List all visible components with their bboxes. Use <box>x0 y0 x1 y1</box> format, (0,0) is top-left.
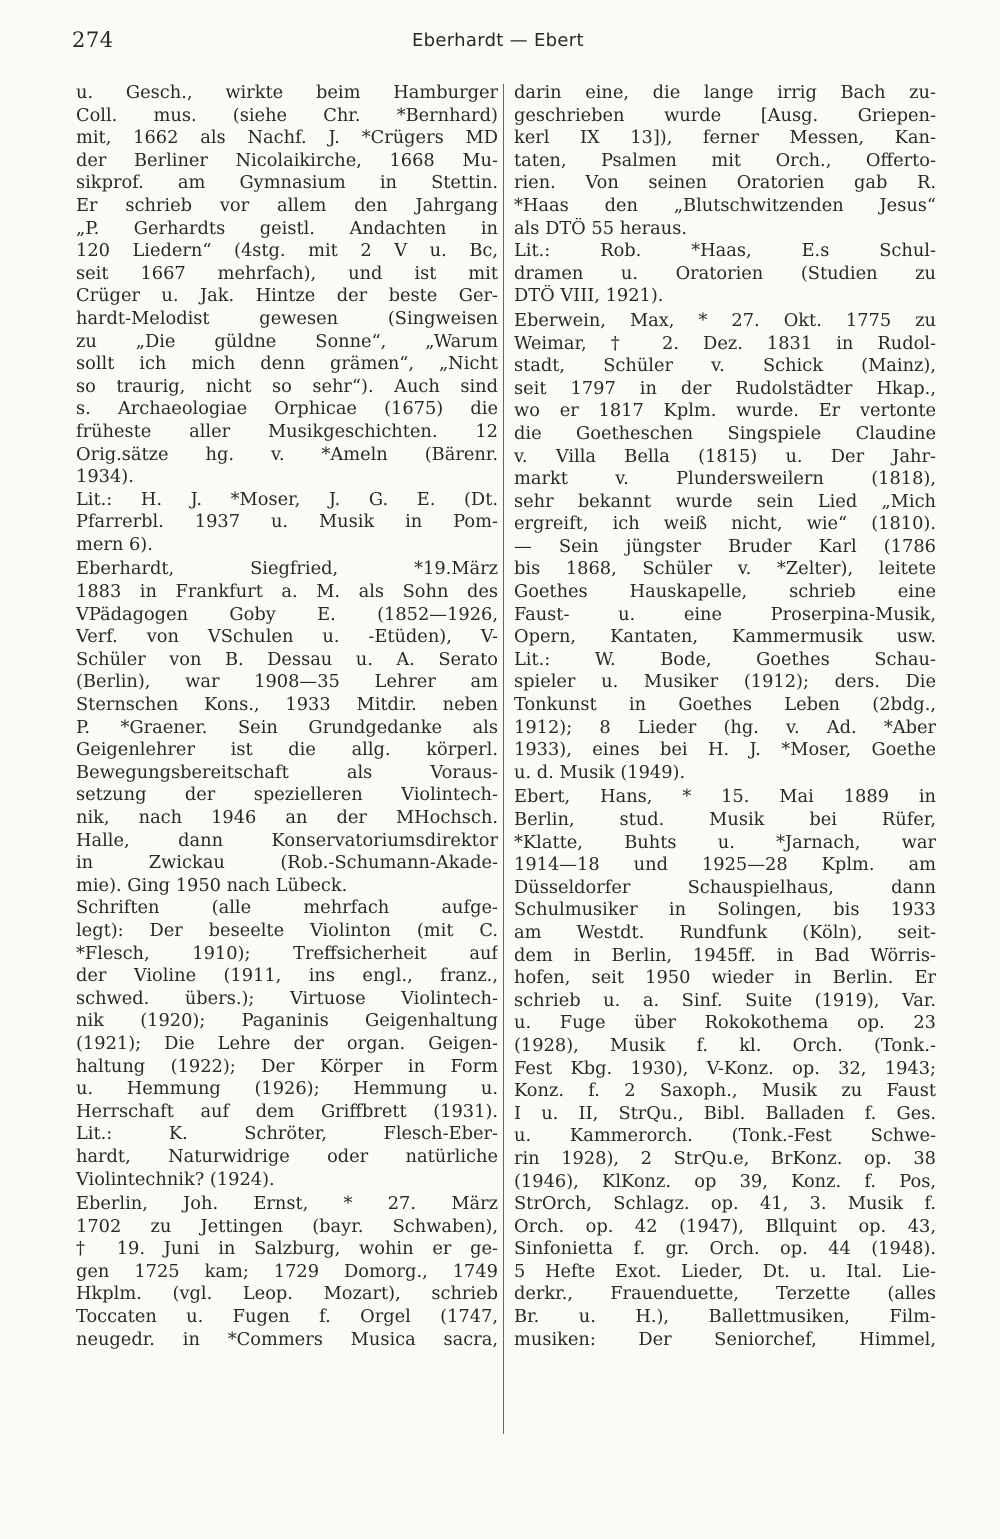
text-line: Verf. von VSchulen u. -Etüden), V- <box>76 626 498 648</box>
text-line: u. Kammerorch. (Tonk.-Fest Schwe- <box>514 1125 936 1147</box>
text-line: schrieb u. a. Sinf. Suite (1919), Var. <box>514 989 936 1011</box>
text-line: als DTÖ 55 heraus. <box>514 217 687 239</box>
text-line: Lit.: H. J. *Moser, J. G. E. (Dt. <box>76 488 498 510</box>
text-line: Fest Kbg. 1930), V-Konz. op. 32, 1943; <box>514 1057 936 1079</box>
text-line: bis 1868, Schüler v. *Zelter), leitete <box>514 558 936 580</box>
text-line: in Zwickau (Rob.-Schumann-Akade- <box>76 852 498 874</box>
text-line: Orch. op. 42 (1947), Bllquint op. 43, <box>514 1215 936 1237</box>
text-line: Faust- u. eine Proserpina-Musik, <box>514 603 936 625</box>
text-line: der Berliner Nicolaikirche, 1668 Mu- <box>76 149 498 171</box>
text-line: neugedr. in *Commers Musica sacra, <box>76 1328 498 1350</box>
text-line: u. Gesch., wirkte beim Hamburger <box>76 82 498 103</box>
text-line: Lit.: K. Schröter, Flesch-Eber- <box>76 1123 498 1145</box>
text-line: Schriften (alle mehrfach aufge- <box>76 897 498 919</box>
text-line: rien. Von seinen Oratorien gab R. <box>514 172 936 194</box>
text-line: — Sein jüngster Bruder Karl (1786 <box>514 535 936 557</box>
text-line: 1912); 8 Lieder (hg. v. Ad. *Aber <box>514 716 936 738</box>
text-line: (1921); Die Lehre der organ. Geigen- <box>76 1032 498 1054</box>
text-line: 5 Hefte Exot. Lieder, Dt. u. Ital. Lie- <box>514 1260 936 1282</box>
text-line: 1883 in Frankfurt a. M. als Sohn des <box>76 581 498 603</box>
text-line: † 19. Juni in Salzburg, wohin er ge- <box>76 1238 498 1260</box>
text-line: Er schrieb vor allem den Jahrgang <box>76 194 498 216</box>
text-line: sehr bekannt wurde sein Lied „Mich <box>514 490 936 512</box>
text-line: hardt-Melodist gewesen (Singweisen <box>76 307 498 329</box>
text-line: sollt ich mich denn grämen“, „Nicht <box>76 353 498 375</box>
text-line: Schulmusiker in Solingen, bis 1933 <box>514 899 936 921</box>
page-number: 274 <box>72 28 114 52</box>
text-line: gen 1725 kam; 1729 Domorg., 1749 <box>76 1260 498 1282</box>
text-line: nik (1920); Paganinis Geigenhaltung <box>76 1010 498 1032</box>
text-line: 1933), eines bei H. J. *Moser, Goethe <box>514 739 936 761</box>
text-line: spieler u. Musiker (1912); ders. Die <box>514 671 936 693</box>
entry-heading-line: Eberlin, Joh. Ernst, * 27. März <box>76 1193 498 1215</box>
text-line: schwed. übers.); Virtuose Violintech- <box>76 987 498 1009</box>
text-line: derkr., Frauenduette, Terzette (alles <box>514 1283 936 1305</box>
text-line: s. Archaeologiae Orphicae (1675) die <box>76 398 498 420</box>
text-line: Halle, dann Konservatoriumsdirektor <box>76 829 498 851</box>
text-line: geschrieben wurde [Ausg. Griepen- <box>514 104 936 126</box>
text-line: 1934). <box>76 466 134 488</box>
text-line: *Flesch, 1910); Treffsicherheit auf <box>76 942 498 964</box>
text-line: haltung (1922); Der Körper in Form <box>76 1055 498 1077</box>
text-line: rin 1928), 2 StrQu.e, BrKonz. op. 38 <box>514 1147 936 1169</box>
column-divider <box>503 84 504 1434</box>
text-line: Konz. f. 2 Saxoph., Musik zu Faust <box>514 1080 936 1102</box>
text-line: legt): Der beseelte Violinton (mit C. <box>76 919 498 941</box>
text-line: der Violine (1911, ins engl., franz., <box>76 965 498 987</box>
text-line: musiken: Der Seniorchef, Himmel, <box>514 1328 936 1350</box>
text-line: Herrschaft auf dem Griffbrett (1931). <box>76 1100 498 1122</box>
entry-heading-line: Eberwein, Max, * 27. Okt. 1775 zu <box>514 309 936 331</box>
text-line: wo er 1817 Kplm. wurde. Er vertonte <box>514 400 936 422</box>
text-line: DTÖ VIII, 1921). <box>514 285 664 307</box>
text-line: StrOrch, Schlagz. op. 41, 3. Musik f. <box>514 1193 936 1215</box>
text-line: taten, Psalmen mit Orch., Offerto- <box>514 149 936 171</box>
text-line: Lit.: Rob. *Haas, E.s Schul- <box>514 240 936 262</box>
text-line: seit 1797 in der Rudolstädter Hkap., <box>514 377 936 399</box>
text-line: die Goetheschen Singspiele Claudine <box>514 422 936 444</box>
text-line: hofen, seit 1950 wieder in Berlin. Er <box>514 967 936 989</box>
text-line: 1702 zu Jettingen (bayr. Schwaben), <box>76 1215 498 1237</box>
text-line: Pfarrerbl. 1937 u. Musik in Pom- <box>76 511 498 533</box>
text-line: ergreift, ich weiß nicht, wie“ (1810). <box>514 513 936 535</box>
text-line: (1946), KlKonz. op 39, Konz. f. Pos, <box>514 1170 936 1192</box>
text-line: nik, nach 1946 an der MHochsch. <box>76 807 498 828</box>
text-line: Düsseldorfer Schauspielhaus, dann <box>514 876 936 898</box>
text-line: hardt, Naturwidrige oder natürliche <box>76 1145 498 1167</box>
text-line: kerl IX 13]), ferner Messen, Kan- <box>514 127 936 149</box>
text-line: am Westdt. Rundfunk (Köln), seit- <box>514 921 936 943</box>
page-header <box>72 28 940 62</box>
text-line: Geigenlehrer ist die allg. körperl. <box>76 739 498 761</box>
text-line: Sternschen Kons., 1933 Mitdir. neben <box>76 694 498 716</box>
entry-heading-line: Eberhardt, Siegfried, *19.März <box>76 558 498 580</box>
text-line: markt v. Plundersweilern (1818), <box>514 468 936 490</box>
text-line: setzung der spezielleren Violintech- <box>76 784 498 806</box>
text-line: *Haas den „Blutschwitzenden Jesus“ <box>514 194 936 216</box>
left-column <box>76 82 498 1351</box>
text-line: I u. II, StrQu., Bibl. Balladen f. Ges. <box>514 1102 936 1124</box>
text-line: u. Fuge über Rokokothema op. 23 <box>514 1012 936 1034</box>
text-line: Tonkunst in Goethes Leben (2bdg., <box>514 694 936 716</box>
text-line: Toccaten u. Fugen f. Orgel (1747, <box>76 1306 498 1328</box>
text-line: u. d. Musik (1949). <box>514 761 686 783</box>
text-line: Crüger u. Jak. Hintze der beste Ger- <box>76 285 498 307</box>
text-line: Berlin, stud. Musik bei Rüfer, <box>514 809 936 830</box>
text-line: u. Hemmung (1926); Hemmung u. <box>76 1078 498 1100</box>
text-line: Schüler von B. Dessau u. A. Serato <box>76 648 498 670</box>
text-line: 120 Liedern“ (4stg. mit 2 V u. Bc, <box>76 240 498 262</box>
text-line: Weimar, † 2. Dez. 1831 in Rudol- <box>514 332 936 354</box>
text-line: Opern, Kantaten, Kammermusik usw. <box>514 626 936 648</box>
text-line: zu „Die güldne Sonne“, „Warum <box>76 330 498 352</box>
text-line: dem in Berlin, 1945ff. in Bad Wörris- <box>514 944 936 966</box>
text-line: Hkplm. (vgl. Leop. Mozart), schrieb <box>76 1283 498 1305</box>
text-line: P. *Graener. Sein Grundgedanke als <box>76 716 498 738</box>
text-line: 1914—18 und 1925—28 Kplm. am <box>514 854 936 876</box>
text-line: Lit.: W. Bode, Goethes Schau- <box>514 648 936 670</box>
text-line: VPädagogen Goby E. (1852—1926, <box>76 603 498 625</box>
text-line: Sinfonietta f. gr. Orch. op. 44 (1948). <box>514 1238 936 1260</box>
text-line: stadt, Schüler v. Schick (Mainz), <box>514 355 936 377</box>
text-line: Coll. mus. (siehe Chr. *Bernhard) <box>76 104 498 126</box>
text-line: v. Villa Bella (1815) u. Der Jahr- <box>514 445 936 467</box>
text-line: (Berlin), war 1908—35 Lehrer am <box>76 671 498 693</box>
text-line: sikprof. am Gymnasium in Stettin. <box>76 172 498 194</box>
text-line: Orig.sätze hg. v. *Ameln (Bärenr. <box>76 443 498 465</box>
text-line: Goethes Hauskapelle, schrieb eine <box>514 581 936 603</box>
text-line: seit 1667 mehrfach), und ist mit <box>76 262 498 284</box>
text-line: Br. u. H.), Ballettmusiken, Film- <box>514 1306 936 1328</box>
text-line: (1928), Musik f. kl. Orch. (Tonk.- <box>514 1034 936 1056</box>
running-title: Eberhardt — Ebert <box>412 30 584 51</box>
text-line: mie). Ging 1950 nach Lübeck. <box>76 874 348 896</box>
right-column <box>514 82 936 1351</box>
text-line: darin eine, die lange irrig Bach zu- <box>514 82 936 103</box>
text-line: Violintechnik? (1924). <box>76 1168 275 1190</box>
text-line: dramen u. Oratorien (Studien zu <box>514 262 936 284</box>
text-line: *Klatte, Buhts u. *Jarnach, war <box>514 831 936 853</box>
text-line: früheste aller Musikgeschichten. 12 <box>76 420 498 442</box>
text-line: mit, 1662 als Nachf. J. *Crügers MD <box>76 127 498 149</box>
text-line: so traurig, nicht so sehr“). Auch sind <box>76 375 498 397</box>
text-line: mern 6). <box>76 533 153 555</box>
entry-heading-line: Ebert, Hans, * 15. Mai 1889 in <box>514 786 936 808</box>
text-line: „P. Gerhardts geistl. Andachten in <box>76 217 498 239</box>
text-line: Bewegungsbereitschaft als Voraus- <box>76 761 498 783</box>
